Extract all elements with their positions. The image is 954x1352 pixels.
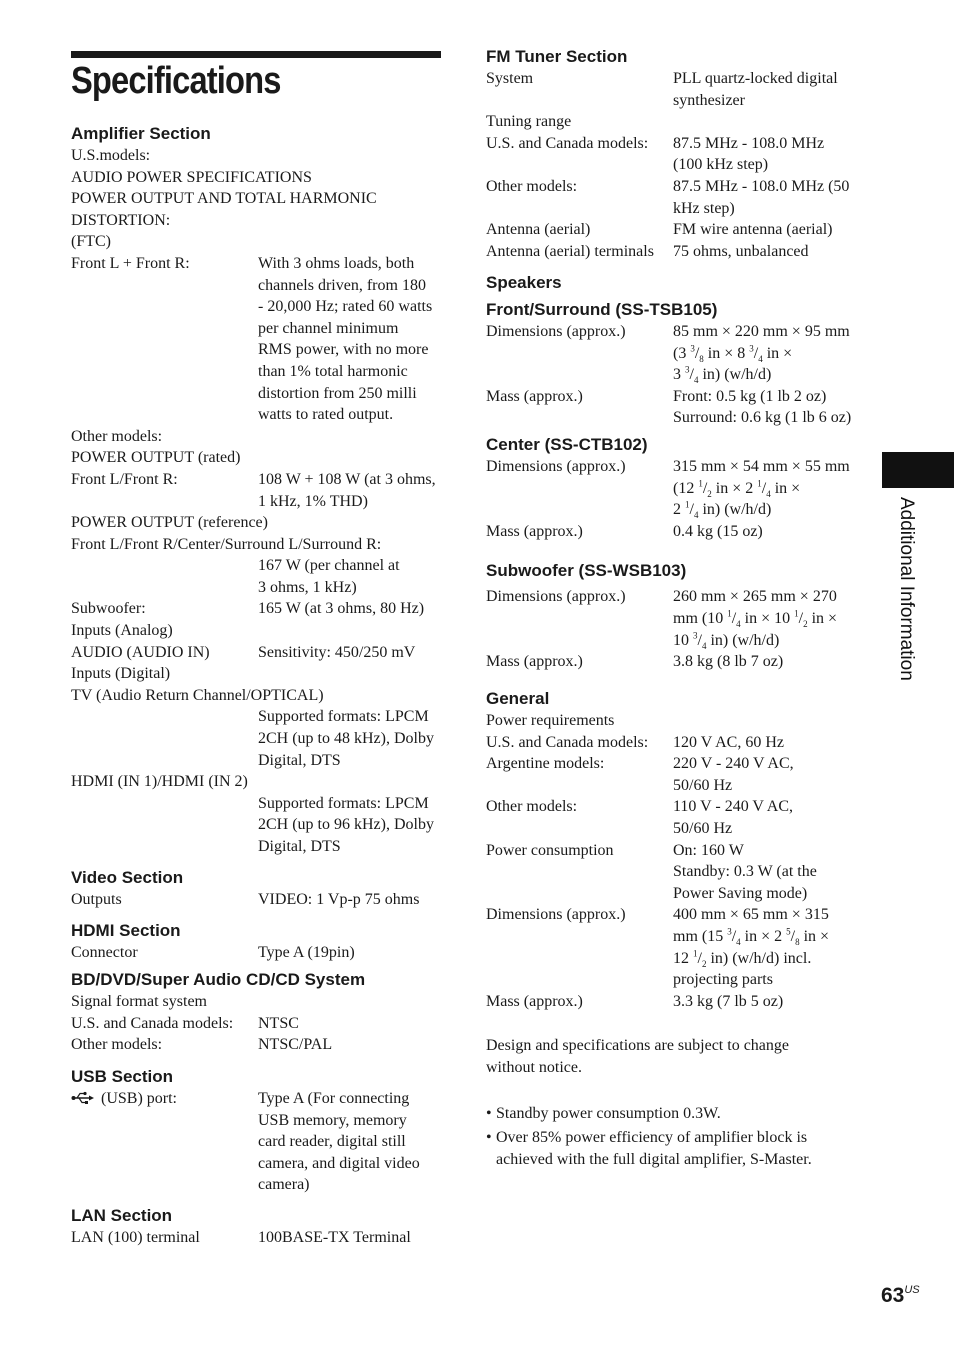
spec-value	[673, 456, 866, 521]
gen-us-row	[486, 732, 866, 754]
sw-dimensions-row	[486, 586, 866, 651]
value-line: Front: 0.5 kg (1 lb 2 oz)	[673, 387, 827, 405]
bullet-text	[496, 1103, 721, 1125]
bd-us-row	[71, 1013, 441, 1035]
video-outputs-row	[71, 889, 441, 911]
page-title: Specifications	[71, 60, 281, 102]
spec-value	[673, 753, 866, 796]
hdmi-heading: HDMI Section	[71, 921, 181, 940]
spec-key: Mass (approx.)	[486, 522, 583, 540]
value-line: 50/60 Hz	[673, 819, 733, 837]
spec-key: Front L/Front R:	[71, 470, 178, 488]
value-line: Supported formats: LPCM	[258, 794, 429, 812]
spec-key: Dimensions (approx.)	[486, 906, 626, 924]
spec-key: Dimensions (approx.)	[486, 323, 626, 340]
spec-value	[673, 321, 866, 386]
value-line: On: 160 W	[673, 841, 744, 859]
spec-key: U.S. and Canada models:	[486, 733, 649, 751]
lan-section	[71, 1205, 441, 1249]
value-line: watts to rated output.	[258, 406, 394, 424]
spec-value: 0.4 kg (15 oz)	[673, 522, 763, 540]
spec-value: 75 ohms, unbalanced	[673, 242, 809, 260]
spec-value: 165 W (at 3 ohms, 80 Hz)	[258, 600, 425, 618]
spec-value: 3.8 kg (8 lb 7 oz)	[673, 653, 784, 671]
spec-value	[673, 904, 866, 990]
value-line: 400 mm × 65 mm × 315	[673, 906, 829, 924]
gen-power-consumption-row	[486, 840, 866, 905]
spec-key: Other models:	[486, 798, 578, 816]
us-models-label: U.S.models:	[71, 147, 151, 164]
spec-key	[71, 1088, 258, 1196]
spec-key: Connector	[71, 944, 138, 961]
bullet-item	[486, 1103, 866, 1125]
spec-value	[673, 68, 866, 111]
value-line: Digital, DTS	[258, 838, 341, 855]
spec-key: Dimensions (approx.)	[486, 588, 626, 606]
page-number-value: 63	[881, 1284, 905, 1307]
value-line: (12 $^1/_2$ in × 2 $^1/_4$ in ×	[673, 478, 801, 499]
bullet-item	[486, 1127, 866, 1171]
spec-key: U.S. and Canada models:	[486, 134, 649, 152]
title-rule	[71, 51, 441, 58]
po-thd-label-1: POWER OUTPUT AND TOTAL HARMONIC	[71, 190, 377, 208]
po-rated-label: POWER OUTPUT (rated)	[71, 449, 241, 467]
spec-key: Other models:	[71, 1036, 163, 1054]
usb-section	[71, 1066, 441, 1196]
value-line: 220 V - 240 V AC,	[673, 755, 794, 773]
value-line: 167 W (per channel at	[258, 557, 400, 575]
general-section	[486, 688, 866, 1012]
bullet-icon: •	[486, 1129, 492, 1146]
po-ref-label: POWER OUTPUT (reference)	[71, 514, 268, 532]
spec-value: NTSC/PAL	[258, 1036, 333, 1054]
lan-terminal-row	[71, 1227, 441, 1249]
spec-key: Dimensions (approx.)	[486, 457, 626, 475]
value-line: USB memory, memory	[258, 1111, 407, 1129]
bd-section	[71, 969, 441, 1056]
spec-value: 100BASE-TX Terminal	[258, 1229, 411, 1246]
aps-label: AUDIO POWER SPECIFICATIONS	[71, 168, 312, 186]
bullet-text	[496, 1127, 812, 1171]
bullet-line: Over 85% power efficiency of amplifier block is	[496, 1129, 808, 1146]
value-line: 2CH (up to 48 kHz), Dolby	[258, 730, 434, 748]
value-line: 10 $^3/_4$ in) (w/h/d)	[673, 630, 780, 651]
usb-icon	[71, 1091, 95, 1105]
inputs-digital-label: Inputs (Digital)	[71, 665, 171, 683]
usb-port-row	[71, 1088, 441, 1196]
value-line: synthesizer	[673, 91, 745, 109]
tv-input-label: TV (Audio Return Channel/OPTICAL)	[71, 686, 324, 704]
spec-value	[673, 840, 866, 905]
spec-value	[258, 469, 441, 512]
value-line: 85 mm × 220 mm × 95 mm	[673, 323, 850, 340]
design-note	[486, 1035, 866, 1078]
usb-port-label: (USB) port:	[101, 1090, 177, 1107]
value-line: - 20,000 Hz; rated 60 watts	[258, 298, 433, 316]
value-line: than 1% total harmonic	[258, 362, 408, 380]
speakers-heading: Speakers	[486, 273, 562, 292]
value-line: 87.5 MHz - 108.0 MHz (50	[673, 177, 850, 195]
spec-key: Outputs	[71, 891, 122, 908]
fm-antenna-terminals-row	[486, 241, 866, 263]
value-line: card reader, digital still	[258, 1133, 406, 1151]
spec-value	[258, 253, 441, 426]
spec-key: Mass (approx.)	[486, 992, 583, 1010]
value-line: PLL quartz-locked digital	[673, 70, 838, 87]
fm-other-row	[486, 176, 866, 219]
front-lr-row	[71, 253, 441, 426]
spec-value: 120 V AC, 60 Hz	[673, 733, 784, 751]
spec-key: Mass (approx.)	[486, 653, 583, 671]
fs-dimensions-row	[486, 321, 866, 386]
usb-heading: USB Section	[71, 1067, 174, 1086]
gen-dimensions-row	[486, 904, 866, 990]
value-line: RMS power, with no more	[258, 341, 429, 359]
value-line: 87.5 MHz - 108.0 MHz	[673, 134, 825, 152]
spec-key: Other models:	[486, 177, 578, 195]
hdmi-in-label: HDMI (IN 1)/HDMI (IN 2)	[71, 773, 248, 791]
spec-key: Argentine models:	[486, 755, 605, 773]
fs-mass-row	[486, 386, 866, 429]
fm-antenna-row	[486, 219, 866, 241]
bd-heading: BD/DVD/Super Audio CD/CD System	[71, 970, 366, 989]
bullet-list	[486, 1103, 866, 1171]
value-line: mm (15 $^3/_4$ in × 2 $^5/_8$ in ×	[673, 926, 830, 948]
value-line: projecting parts	[673, 971, 773, 989]
inputs-analog-label: Inputs (Analog)	[71, 622, 173, 640]
value-line: distortion from 250 milli	[258, 384, 417, 402]
spec-value	[673, 796, 866, 839]
value-line: kHz step)	[673, 199, 735, 217]
value-line: Type A (For connecting	[258, 1090, 410, 1107]
speakers-section	[486, 272, 866, 673]
other-models-label: Other models:	[71, 427, 163, 445]
video-heading: Video Section	[71, 868, 184, 887]
hdmi-section	[71, 920, 441, 964]
fm-system-row	[486, 68, 866, 111]
note-line: Design and specifications are subject to change	[486, 1037, 789, 1054]
ftc-label: (FTC)	[71, 233, 111, 251]
front-surround-heading: Front/Surround (SS-TSB105)	[486, 300, 718, 319]
center-dimensions-row	[486, 456, 866, 521]
value-line: channels driven, from 180	[258, 276, 426, 294]
page-number-suffix: US	[904, 1284, 920, 1296]
sidebar-section-label: Additional Information	[896, 497, 917, 681]
spec-key: Subwoofer:	[71, 600, 146, 618]
value-line: 1 kHz, 1% THD)	[258, 492, 368, 510]
power-req-label: Power requirements	[486, 712, 615, 729]
value-line: 2 $^1/_4$ in) (w/h/d)	[673, 499, 772, 521]
spec-key: Front L + Front R:	[71, 254, 190, 272]
value-line: camera)	[258, 1176, 310, 1194]
value-line: per channel minimum	[258, 319, 399, 337]
bullet-line: achieved with the full digital amplifier, S-Master.	[496, 1151, 812, 1168]
sidebar-tab-marker	[882, 452, 954, 488]
value-line: Standby: 0.3 W (at the	[673, 863, 817, 881]
value-line: 2CH (up to 96 kHz), Dolby	[258, 816, 434, 834]
spec-value	[673, 176, 866, 219]
hdmi-in-value	[258, 793, 441, 858]
spec-value: Sensitivity: 450/250 mV	[258, 643, 416, 661]
bd-other-row	[71, 1034, 441, 1056]
sw-mass-row	[486, 651, 866, 673]
fm-heading: FM Tuner Section	[486, 47, 628, 66]
value-line: 260 mm × 265 mm × 270	[673, 588, 837, 606]
spec-key: Power consumption	[486, 841, 614, 859]
spec-value: VIDEO: 1 Vp-p 75 ohms	[258, 891, 420, 908]
front-lr-rated-row	[71, 469, 441, 512]
audio-in-row	[71, 642, 441, 664]
spec-key: LAN (100) terminal	[71, 1229, 200, 1246]
gen-argentine-row	[486, 753, 866, 796]
all-channels-label: Front L/Front R/Center/Surround L/Surround R:	[71, 535, 382, 553]
spec-key: Antenna (aerial) terminals	[486, 242, 654, 260]
value-line: 315 mm × 54 mm × 55 mm	[673, 457, 850, 475]
hdmi-connector-row	[71, 942, 441, 964]
fm-us-row	[486, 133, 866, 176]
value-line: 12 $^1/_2$ in) (w/h/d) incl.	[673, 948, 812, 969]
bullet-line: Standby power consumption 0.3W.	[496, 1105, 721, 1122]
subwoofer-heading: Subwoofer (SS-WSB103)	[486, 561, 687, 581]
center-heading: Center (SS-CTB102)	[486, 434, 648, 454]
po-thd-label-2: DISTORTION:	[71, 211, 171, 229]
spec-value: NTSC	[258, 1014, 299, 1032]
gen-mass-row	[486, 991, 866, 1013]
value-line: 3 ohms, 1 kHz)	[258, 578, 357, 596]
amplifier-section	[71, 123, 441, 858]
value-line: With 3 ohms loads, both	[258, 254, 415, 272]
spec-value: Type A (19pin)	[258, 944, 355, 961]
value-line: Power Saving mode)	[673, 884, 808, 902]
page-number	[881, 1284, 920, 1308]
spec-key: Mass (approx.)	[486, 387, 583, 405]
tv-input-value	[258, 706, 441, 771]
fm-section	[486, 46, 866, 262]
value-line: 108 W + 108 W (at 3 ohms,	[258, 470, 436, 488]
subwoofer-power-row	[71, 598, 441, 620]
spec-key: U.S. and Canada models:	[71, 1014, 234, 1032]
value-line: Supported formats: LPCM	[258, 708, 429, 726]
all-channels-value	[258, 555, 441, 598]
spec-key: AUDIO (AUDIO IN)	[71, 643, 210, 661]
value-line: camera, and digital video	[258, 1154, 420, 1172]
center-mass-row	[486, 521, 866, 543]
value-line: 50/60 Hz	[673, 776, 733, 794]
value-line: Digital, DTS	[258, 751, 341, 769]
spec-value	[258, 1088, 441, 1196]
value-line: 3 $^3/_4$ in) (w/h/d)	[673, 364, 772, 386]
spec-value	[673, 586, 866, 651]
signal-format-label: Signal format system	[71, 993, 207, 1010]
spec-key: System	[486, 70, 534, 87]
spec-value	[673, 133, 866, 176]
lan-heading: LAN Section	[71, 1206, 173, 1225]
note-line: without notice.	[486, 1058, 582, 1076]
value-line: Surround: 0.6 kg (1 lb 6 oz)	[673, 409, 852, 427]
general-heading: General	[486, 689, 550, 708]
bullet-icon: •	[486, 1105, 492, 1122]
value-line: (100 kHz step)	[673, 156, 769, 174]
amplifier-heading: Amplifier Section	[71, 124, 211, 143]
spec-value	[673, 386, 866, 429]
tuning-range-label: Tuning range	[486, 113, 572, 131]
spec-key: Antenna (aerial)	[486, 221, 591, 239]
spec-value: FM wire antenna (aerial)	[673, 221, 833, 239]
spec-value: 3.3 kg (7 lb 5 oz)	[673, 992, 784, 1010]
value-line: (3 $^3/_8$ in × 8 $^3/_4$ in ×	[673, 343, 793, 364]
video-section	[71, 867, 441, 911]
value-line: 110 V - 240 V AC,	[673, 798, 794, 816]
gen-other-row	[486, 796, 866, 839]
value-line: mm (10 $^1/_4$ in × 10 $^1/_2$ in ×	[673, 608, 838, 630]
